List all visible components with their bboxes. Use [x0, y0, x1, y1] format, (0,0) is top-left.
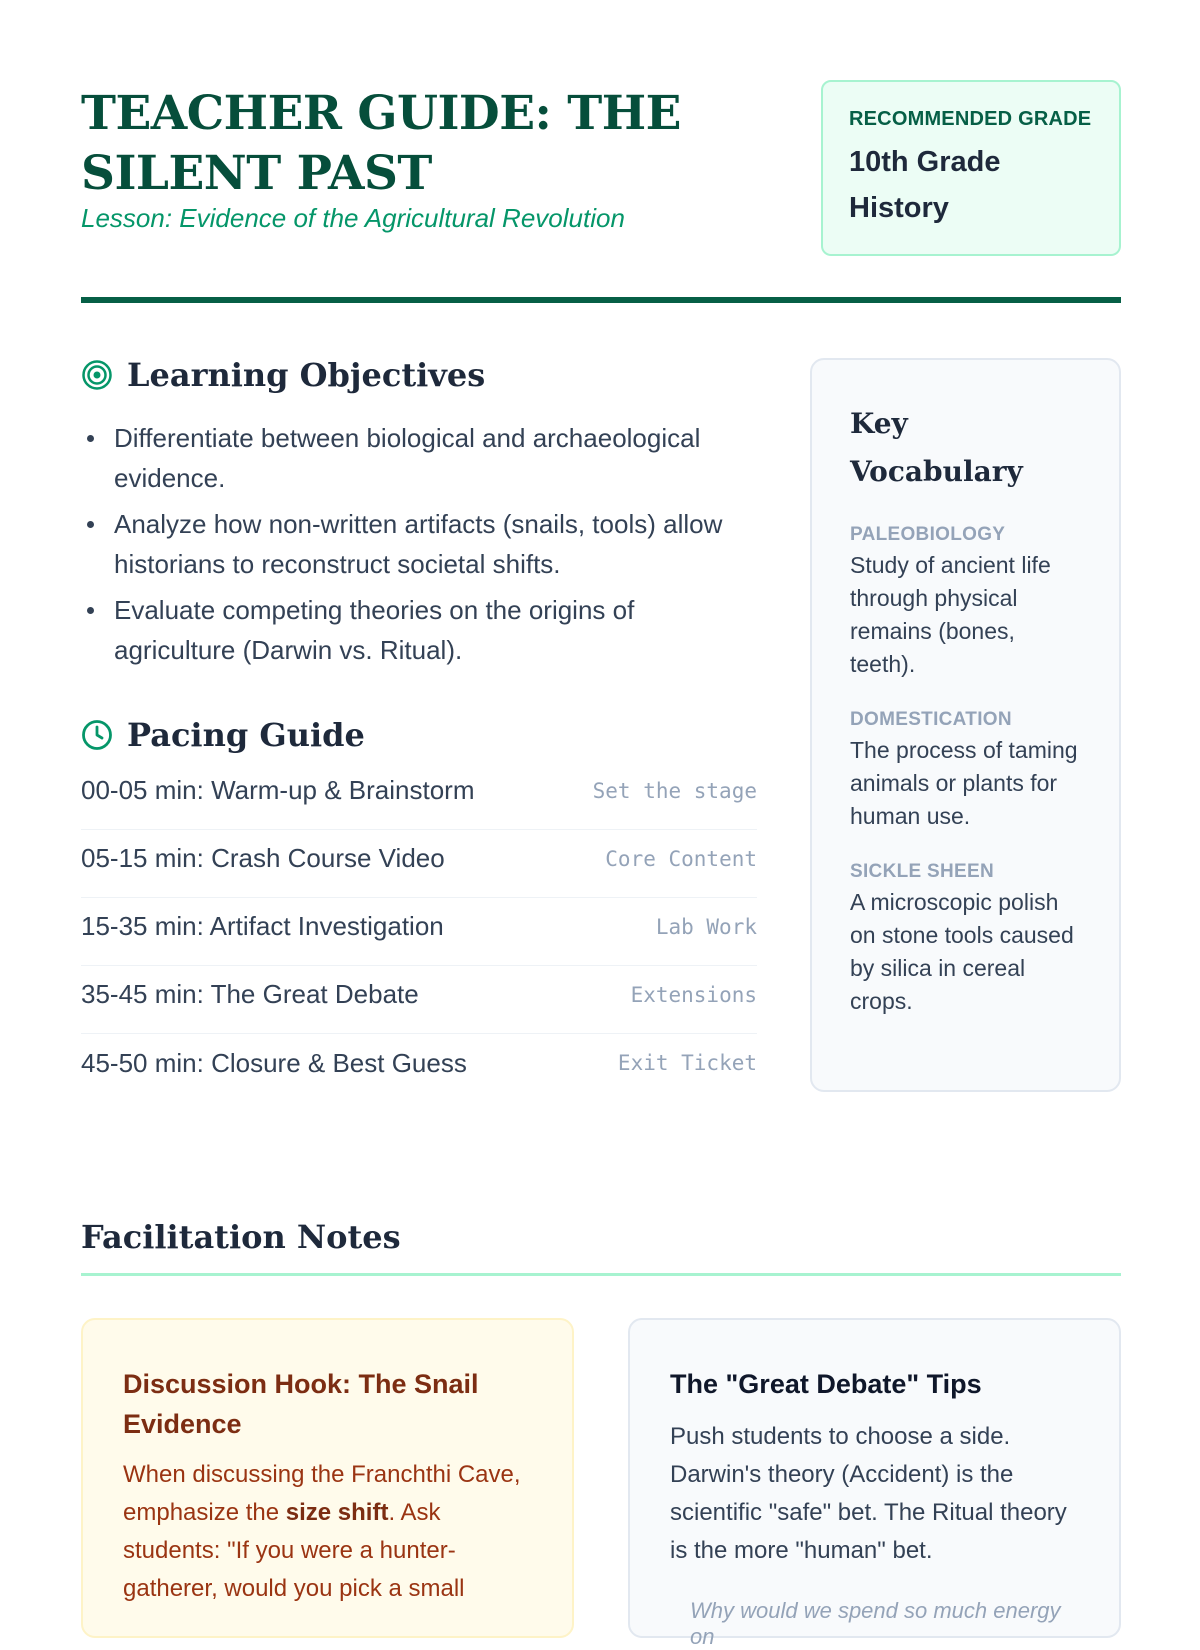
term-name: PALEOBIOLOGY — [850, 524, 1006, 545]
term-definition: Study of ancient life through physical remains (bones, teeth). — [850, 552, 1051, 677]
hook-body — [123, 1456, 532, 1608]
key-vocabulary-card — [810, 358, 1121, 1092]
grade-label: RECOMMENDED GRADE — [849, 108, 1092, 130]
term-name: DOMESTICATION — [850, 709, 1012, 730]
facilitation-heading: Facilitation Notes — [81, 1218, 401, 1256]
table-row — [81, 762, 757, 830]
tips-quote: Why would we spend so much energy on — [690, 1598, 1061, 1649]
objectives-heading — [81, 356, 485, 394]
pace-tag: Extensions — [630, 982, 757, 1007]
hook-body-start: When discussing the Franchthi Cave, emphasize the — [123, 1461, 521, 1526]
hook-body-end: . Ask students: "If you were a hunter-gatherer, would you pick a small — [123, 1499, 465, 1602]
table-row — [81, 1034, 757, 1102]
facilitation-divider — [81, 1273, 1121, 1276]
list-item: Differentiate between biological and archaeological evidence. — [81, 418, 757, 498]
term-definition: The process of taming animals or plants for human use. — [850, 737, 1078, 829]
vocab-term — [850, 861, 1081, 1018]
pace-tag: Core Content — [605, 846, 757, 871]
pace-time: 05-15 min: Crash Course Video — [81, 843, 445, 873]
pacing-heading-text: Pacing Guide — [127, 716, 365, 754]
table-row — [81, 966, 757, 1034]
teacher-guide-page — [81, 0, 1121, 1649]
target-icon — [81, 359, 113, 391]
objectives-list — [81, 418, 757, 676]
term-definition: A microscopic polish on stone tools caused by silica in cereal crops. — [850, 889, 1074, 1014]
lesson-subtitle: Lesson: Evidence of the Agricultural Revolution — [81, 203, 625, 233]
objectives-heading-text: Learning Objectives — [127, 356, 486, 394]
tips-title: The "Great Debate" Tips — [670, 1369, 982, 1399]
list-item: Analyze how non-written artifacts (snails, tools) allow historians to reconstruct societal shifts. — [81, 504, 757, 584]
table-row — [81, 830, 757, 898]
pace-tag: Set the stage — [592, 778, 757, 803]
table-row — [81, 898, 757, 966]
pace-time: 15-35 min: Artifact Investigation — [81, 911, 444, 941]
pace-time: 35-45 min: The Great Debate — [81, 979, 419, 1009]
clock-icon — [81, 719, 113, 751]
hook-title: Discussion Hook: The Snail Evidence — [123, 1369, 479, 1439]
hook-emphasis: size shift — [285, 1499, 389, 1526]
term-name: SICKLE SHEEN — [850, 861, 995, 882]
header-divider — [81, 297, 1121, 303]
pace-tag: Lab Work — [655, 914, 757, 939]
pacing-table — [81, 762, 757, 1102]
vocab-term — [850, 524, 1081, 681]
list-item: Evaluate competing theories on the origins of agriculture (Darwin vs. Ritual). — [81, 590, 757, 670]
vocab-title: Key Vocabulary — [850, 407, 1023, 488]
debate-tips-card — [628, 1318, 1121, 1649]
pace-tag: Exit Ticket — [617, 1051, 757, 1075]
pace-time: 45-50 min: Closure & Best Guess — [81, 1047, 467, 1078]
pacing-heading — [81, 716, 365, 754]
discussion-hook-card — [81, 1318, 574, 1638]
recommended-grade-card — [821, 80, 1121, 256]
page-title: TEACHER GUIDE: THE SILENT PAST — [81, 86, 681, 201]
header — [81, 78, 1121, 270]
pace-time: 00-05 min: Warm-up & Brainstorm — [81, 775, 475, 805]
vocab-term — [850, 709, 1081, 833]
tips-body: Push students to choose a side. Darwin's theory (Accident) is the scientific "safe" bet. The Ritual theory is the more "human" bet. — [670, 1423, 1067, 1564]
grade-value: 10th Grade History — [849, 146, 1001, 224]
